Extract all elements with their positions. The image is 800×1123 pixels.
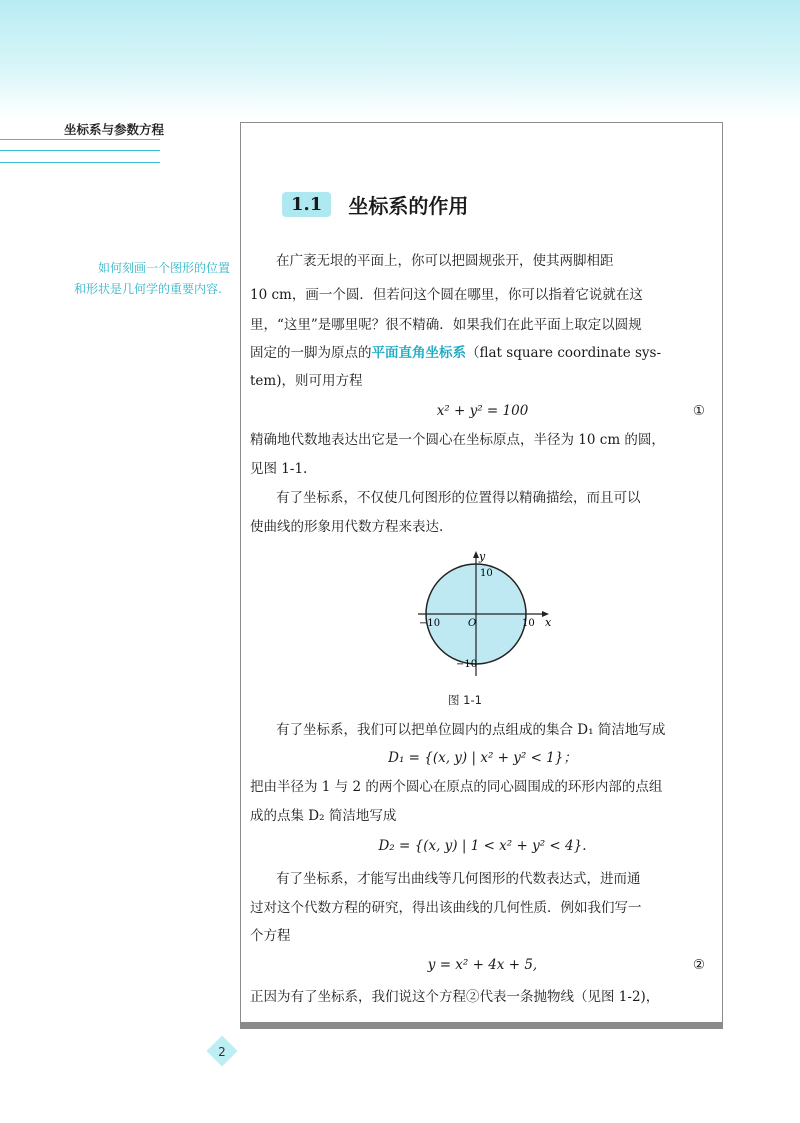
paragraph-line: 精确地代数地表达出它是一个圆心在坐标原点，半径为 10 cm 的圆， bbox=[250, 432, 665, 448]
header-band bbox=[0, 0, 800, 118]
axis-label-x: x bbox=[545, 616, 552, 629]
text-run: （flat square coordinate sys- bbox=[466, 345, 662, 361]
circle-figure bbox=[416, 548, 566, 678]
paragraph-line: 正因为有了坐标系，我们说这个方程②代表一条抛物线（见图 1-2)， bbox=[250, 989, 660, 1005]
text-run: 固定的一脚为原点的 bbox=[250, 345, 372, 361]
key-term: 平面直角坐标系 bbox=[371, 345, 466, 361]
tick-label-pos-y: 10 bbox=[480, 568, 493, 579]
equation-text: D₁ = {(x, y) | x² + y² < 1}； bbox=[388, 750, 577, 766]
paragraph-line: 成的点集 D₂ 简洁地写成 bbox=[250, 808, 397, 824]
paragraph-line: 里，“这里”是哪里呢？很不精确．如果我们在此平面上取定以圆规 bbox=[250, 317, 642, 333]
content-frame-bottom-bar bbox=[240, 1022, 723, 1029]
paragraph-line: 有了坐标系，不仅使几何图形的位置得以精确描绘，而且可以 bbox=[276, 490, 641, 506]
axis-label-y: y bbox=[479, 550, 486, 563]
equation-3 bbox=[250, 832, 715, 860]
figure-caption: 图 1-1 bbox=[448, 693, 482, 707]
section-number: 1.1 bbox=[282, 192, 331, 217]
equation-text: D₂ = {(x, y) | 1 < x² + y² < 4}. bbox=[378, 838, 587, 854]
equation-1 bbox=[250, 397, 715, 425]
chapter-title: 坐标系与参数方程 bbox=[64, 122, 165, 137]
decorative-line bbox=[0, 150, 160, 151]
decorative-line bbox=[0, 162, 160, 163]
paragraph-line: 过对这个代数方程的研究，得出该曲线的几何性质．例如我们写一 bbox=[250, 900, 642, 916]
equation-4 bbox=[250, 951, 715, 979]
tick-label-pos-x: 10 bbox=[522, 618, 535, 629]
paragraph-line: 把由半径为 1 与 2 的两个圆心在原点的同心圆围成的环形内部的点组 bbox=[250, 779, 663, 795]
paragraph-line: 使曲线的形象用代数方程来表达. bbox=[250, 519, 444, 535]
paragraph-line: 10 cm，画一个圆．但若问这个圆在哪里，你可以指着它说就在这 bbox=[250, 287, 643, 303]
equation-number: ② bbox=[692, 957, 705, 973]
equation-2 bbox=[250, 744, 715, 772]
paragraph-line: tem)，则可用方程 bbox=[250, 373, 363, 389]
margin-note: 如何刻画一个图形的位置和形状是几何学的重要内容. bbox=[74, 261, 231, 296]
paragraph-line: 个方程 bbox=[250, 928, 291, 944]
tick-label-neg-x: −10 bbox=[419, 618, 441, 629]
paragraph-line: 有了坐标系，我们可以把单位圆内的点组成的集合 D₁ 简洁地写成 bbox=[276, 722, 666, 738]
paragraph-line bbox=[250, 339, 715, 367]
origin-label: O bbox=[468, 618, 477, 629]
equation-number: ① bbox=[692, 403, 705, 419]
section-heading bbox=[282, 190, 468, 219]
page-number: 2 bbox=[218, 1045, 226, 1059]
equation-text: y = x² + 4x + 5, bbox=[427, 957, 538, 973]
paragraph-line: 有了坐标系，才能写出曲线等几何图形的代数表达式，进而通 bbox=[276, 871, 641, 887]
section-title: 坐标系的作用 bbox=[348, 194, 469, 218]
paragraph-line: 在广袤无垠的平面上，你可以把圆规张开，使其两脚相距 bbox=[276, 253, 614, 269]
tick-label-neg-y: −10 bbox=[456, 659, 478, 670]
paragraph-line: 见图 1-1. bbox=[250, 461, 308, 477]
equation-text: x² + y² = 100 bbox=[436, 403, 529, 419]
decorative-line bbox=[0, 139, 160, 140]
